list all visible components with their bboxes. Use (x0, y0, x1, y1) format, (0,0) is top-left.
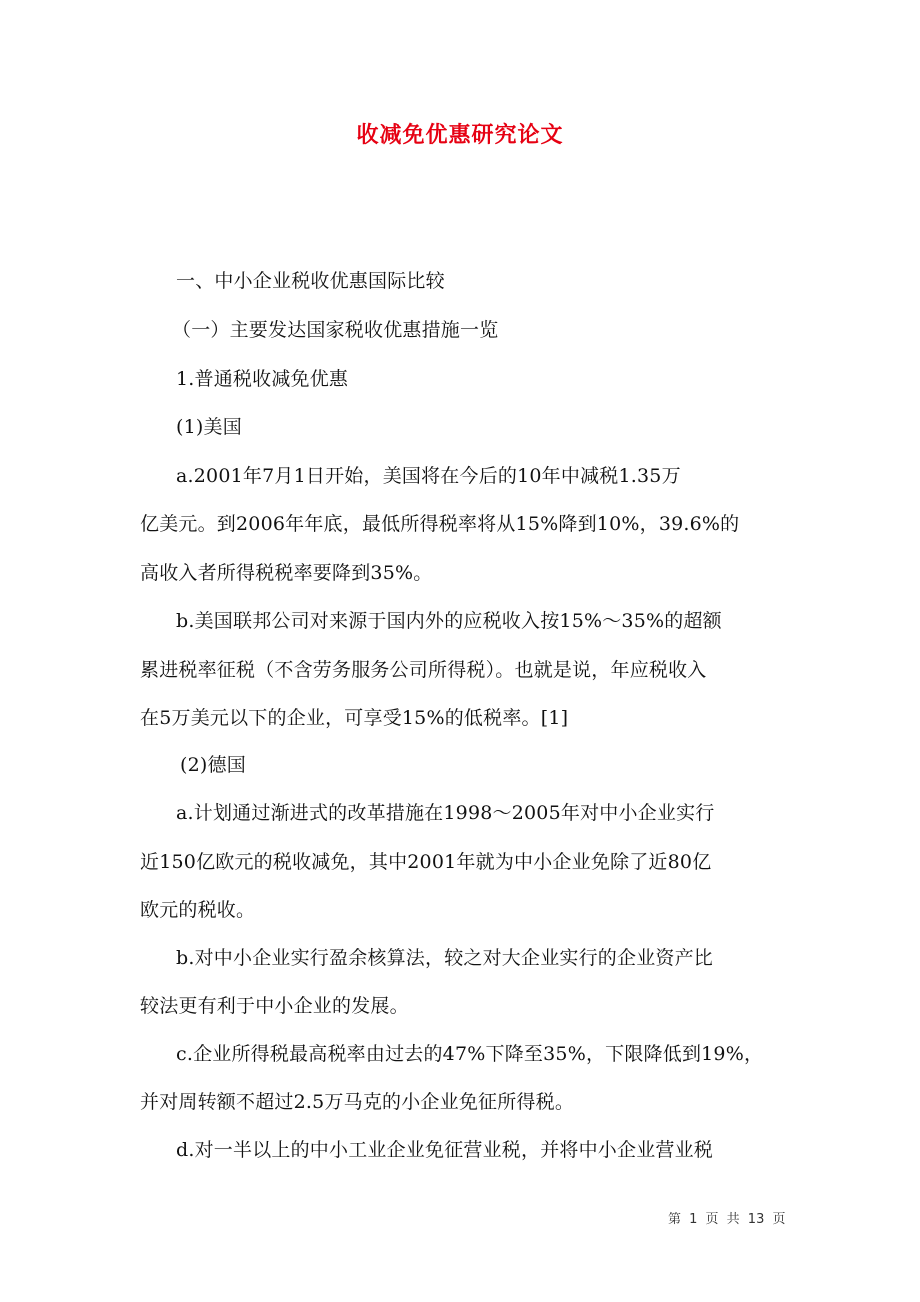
paragraph-line: a.计划通过渐进式的改革措施在1998～2005年对中小企业实行 (176, 802, 715, 824)
document-title: 收减免优惠研究论文 (356, 122, 564, 148)
paragraph-line: 累进税率征税（不含劳务服务公司所得税）。也就是说，年应税收入 (140, 659, 707, 681)
paragraph-line: 并对周转额不超过2.5万马克的小企业免征所得税。 (140, 1091, 575, 1113)
paragraph-line: d.对一半以上的中小工业企业免征营业税，并将中小企业营业税 (176, 1139, 714, 1161)
paragraph-line: 欧元的税收。 (140, 899, 256, 921)
country-heading-germany: (2)德国 (180, 754, 246, 776)
country-heading-usa: (1)美国 (176, 416, 242, 438)
paragraph-line: 近150亿欧元的税收减免，其中2001年就为中小企业免除了近80亿 (140, 851, 712, 873)
paragraph-line: a.2001年7月1日开始，美国将在今后的10年中减税1.35万 (176, 465, 681, 487)
paragraph-line: c.企业所得税最高税率由过去的47%下降至35%，下限降低到19%， (176, 1043, 764, 1065)
paragraph-line: b.美国联邦公司对来源于国内外的应税收入按15%～35%的超额 (176, 610, 722, 632)
paragraph-line: 在5万美元以下的企业，可享受15%的低税率。[1] (140, 707, 569, 729)
paragraph-line: 亿美元。到2006年年底，最低所得税率将从15%降到10%，39.6%的 (140, 513, 740, 535)
subsection-heading: （一）主要发达国家税收优惠措施一览 (172, 319, 499, 341)
item-heading: 1.普通税收减免优惠 (176, 368, 349, 390)
paragraph-line: 较法更有利于中小企业的发展。 (140, 995, 409, 1017)
page-number: 第 1 页 共 13 页 (668, 1212, 786, 1227)
section-heading: 一、中小企业税收优惠国际比较 (176, 270, 445, 292)
paragraph-line: b.对中小企业实行盈余核算法，较之对大企业实行的企业资产比 (176, 947, 714, 969)
paragraph-line: 高收入者所得税税率要降到35%。 (140, 562, 433, 584)
